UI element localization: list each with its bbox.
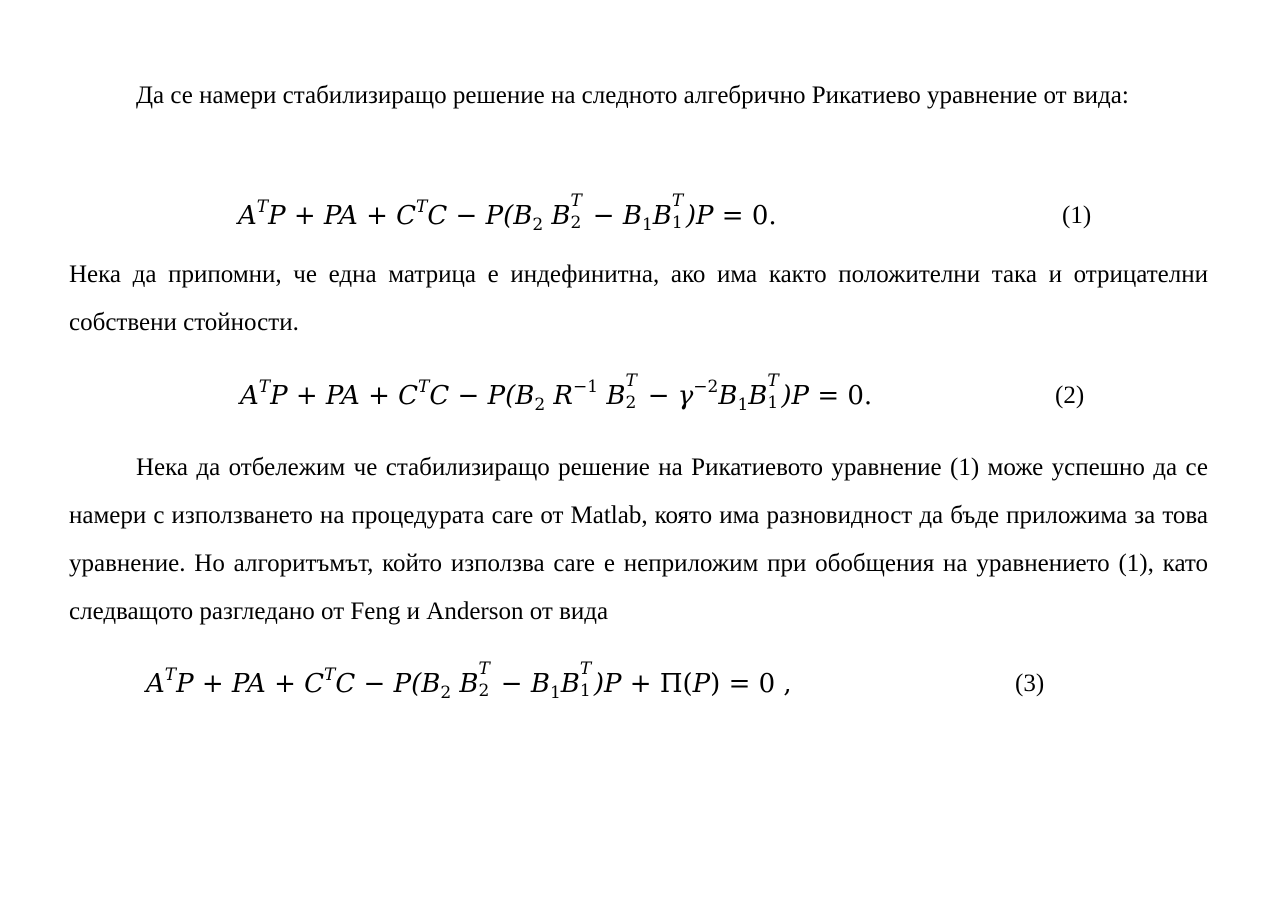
equation-3-number: (3): [1015, 670, 1045, 697]
paragraph-intro: Да се намери стабилизиращо решение на следното алгебрично Рикатиево уравнение от вида:: [136, 82, 1129, 109]
equation-2-number: (2): [1055, 382, 1085, 409]
equation-3: $A^TP$ + PA + $C^TC - P(B_2$ B T 2 − $B_1B$ T 1 )P + Π(P) = 0 ,: [146, 659, 792, 703]
equation-1: $A^TP$ + PA + $C^TC - P(B_2$ B T 2 − $B_1B$ T 1 )P = 0.: [238, 191, 777, 235]
equation-1-number: (1): [1062, 202, 1092, 229]
equation-2: $A^TP$ + PA + $C^TC - P(B_2$ $R^{-1}$ B T 2 − $\gamma^{-2}B_1B$ T 1 )P = 0.: [240, 371, 873, 415]
paragraph-indefinite: Нека да припомни, че една матрица е индефинитна, ако има както положителни така и отрицателни собствени стойности.: [69, 261, 1208, 336]
paragraph-care: Нека да отбележим че стабилизиращо решение на Рикатиевото уравнение (1) може успешно да се намери с използването на процедурата care от Matlab, която има разновидност да бъде приложима за това уравнение. Но алгоритъмът, който използва care е неприложим при обобщения на уравнението (1), като следващото разгледано от Feng и Anderson от вида: [69, 454, 1208, 625]
